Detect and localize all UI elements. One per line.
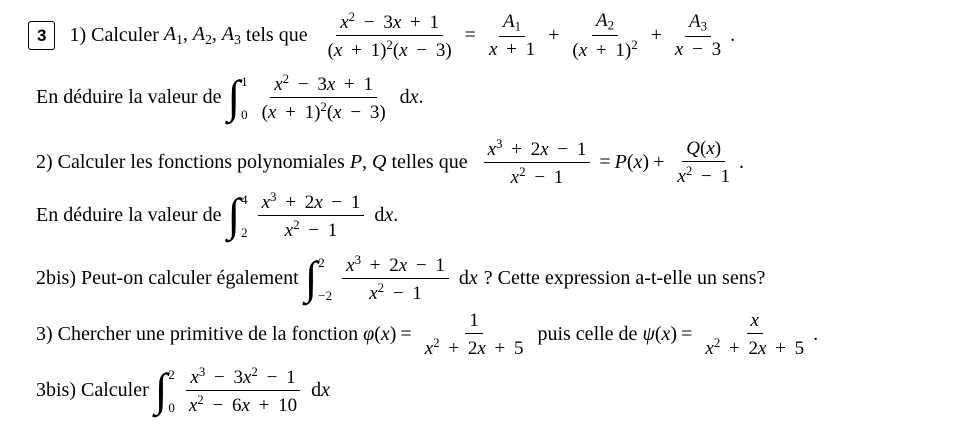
q2-equals: = xyxy=(599,151,611,174)
q3-function-psi: ψ(x) xyxy=(642,323,678,346)
integral-upper-limit: 2 xyxy=(168,366,175,382)
q1-plus-2: + xyxy=(650,24,662,47)
q2-plus: + xyxy=(653,151,665,174)
q2b-differential: dx xyxy=(374,204,394,227)
q3-lead: 3) Chercher une primitive de la fonction xyxy=(36,323,364,346)
q3-period: . xyxy=(813,323,819,346)
q1-term1-numerator: A1 xyxy=(499,11,525,37)
question-1b-line xyxy=(36,72,424,124)
q2-period: . xyxy=(738,151,744,174)
q1-term3-fraction xyxy=(671,11,725,60)
question-3bis-line xyxy=(36,365,330,417)
question-2bis-line xyxy=(36,253,765,305)
q2-lead: 2) Calculer les fonctions polynomiales xyxy=(36,151,350,174)
q3-equals-1: = xyxy=(400,323,412,346)
integral-sign-icon: ∫ xyxy=(227,188,241,240)
q2-rhs-denominator: $x^2 - 1$ xyxy=(677,163,730,188)
integral-sign-icon: ∫ xyxy=(227,70,241,122)
q1b-numerator: $x^2 - 3x + 1$ xyxy=(270,72,377,98)
question-3-line xyxy=(36,310,818,360)
q3-equals-2: = xyxy=(681,323,693,346)
q1b-fraction xyxy=(258,72,390,124)
q1-equals: = xyxy=(464,24,476,47)
q2-lhs-numerator: $x^3 + 2x - 1$ xyxy=(484,137,591,163)
integral-upper-limit: 2 xyxy=(318,254,325,270)
integral-lower-limit: 0 xyxy=(241,106,248,122)
q1-variables: A1, A2, A3 xyxy=(163,23,241,48)
q2-lhs-denominator: $x^2 - 1$ xyxy=(510,164,564,189)
question-2b-line xyxy=(36,190,398,242)
integral-minus2-2 xyxy=(304,251,334,303)
q1-term2-denominator: $(x + 1)^2$ xyxy=(572,37,638,62)
integral-sign-icon: ∫ xyxy=(304,251,318,303)
integral-0-1 xyxy=(227,70,249,122)
q1-term3-denominator: x − 3 xyxy=(674,39,722,61)
q2-rhs-numerator: Q(x) xyxy=(682,138,725,162)
q1-tail: tels que xyxy=(240,24,308,47)
q1-term3-numerator: A3 xyxy=(685,11,711,37)
q2b-period: . xyxy=(393,204,399,227)
question-1-line xyxy=(28,10,735,62)
q3-psi-numerator: x xyxy=(747,310,763,334)
q3-phi-fraction xyxy=(421,310,528,360)
q1-term1-denominator: x + 1 xyxy=(488,39,536,61)
q2b-denominator: $x^2 - 1$ xyxy=(284,217,338,242)
q3bis-denominator: $x^2 - 6x + 10$ xyxy=(188,392,298,417)
q1b-period: . xyxy=(418,86,424,109)
q2-lhs-fraction xyxy=(484,137,591,189)
q3bis-numerator: $x^3 - 3x^2 - 1$ xyxy=(186,365,299,391)
q3-phi-numerator: 1 xyxy=(465,310,483,334)
q3-mid: puis celle de xyxy=(532,323,643,346)
q1-lhs-fraction xyxy=(324,10,456,62)
q3-psi-denominator: $x^2 + 2x + 5$ xyxy=(705,335,805,360)
integral-lower-limit: 0 xyxy=(168,399,175,415)
integral-sign-icon: ∫ xyxy=(154,363,168,415)
integral-limits xyxy=(241,75,248,121)
q2bis-lead: 2bis) Peut-on calculer également xyxy=(36,267,299,290)
q2bis-denominator: $x^2 - 1$ xyxy=(369,280,422,305)
integral-limits xyxy=(168,368,175,414)
q1b-lead: En déduire la valeur de xyxy=(36,86,222,109)
integral-upper-limit: 1 xyxy=(241,73,248,89)
q2-polynomials: P, Q xyxy=(349,151,387,174)
integral-limits xyxy=(318,256,332,302)
integral-upper-limit: 4 xyxy=(241,191,248,207)
q2bis-differential: dx xyxy=(458,267,478,290)
q2b-lead: En déduire la valeur de xyxy=(36,204,222,227)
q2b-fraction xyxy=(258,190,365,242)
q2-rhs-fraction xyxy=(673,138,734,188)
q3-psi-fraction xyxy=(701,310,808,360)
question-2-line xyxy=(36,137,744,189)
integral-lower-limit: −2 xyxy=(318,287,333,303)
q3bis-fraction xyxy=(185,365,301,417)
q1-term2-numerator: A2 xyxy=(592,10,618,36)
q1-label: 1) Calculer xyxy=(69,24,164,47)
q2-tail: telles que xyxy=(386,151,468,174)
q1b-denominator: $(x + 1)^2(x - 3)$ xyxy=(261,99,386,124)
q1b-differential: dx xyxy=(399,86,419,109)
integral-lower-limit: 2 xyxy=(241,224,248,240)
q2bis-numerator: $x^3 + 2x - 1$ xyxy=(342,253,449,279)
exercise-number-badge: 3 xyxy=(28,21,55,50)
q1-lhs-numerator: $x^2 - 3x + 1$ xyxy=(336,10,443,36)
q3-phi-denominator: $x^2 + 2x + 5$ xyxy=(424,335,524,360)
q2bis-tail: ? Cette expression a-t-elle un sens? xyxy=(483,267,766,290)
q2-polynomial-p: P(x) xyxy=(614,151,650,174)
q3-function-phi: φ(x) xyxy=(363,323,397,346)
q1-lhs-denominator: $(x + 1)^2(x - 3)$ xyxy=(327,37,452,62)
q3bis-lead: 3bis) Calculer xyxy=(36,379,149,402)
integral-0-2 xyxy=(154,363,177,415)
q3bis-differential: dx xyxy=(311,379,331,402)
integral-2-4 xyxy=(227,188,249,240)
q2b-numerator: $x^3 + 2x - 1$ xyxy=(258,190,365,216)
q1-plus-1: + xyxy=(548,24,560,47)
q2bis-fraction xyxy=(342,253,449,305)
integral-limits xyxy=(241,193,248,239)
q1-period: . xyxy=(730,24,736,47)
q1-term1-fraction xyxy=(485,11,539,60)
q1-term2-fraction xyxy=(568,10,641,61)
